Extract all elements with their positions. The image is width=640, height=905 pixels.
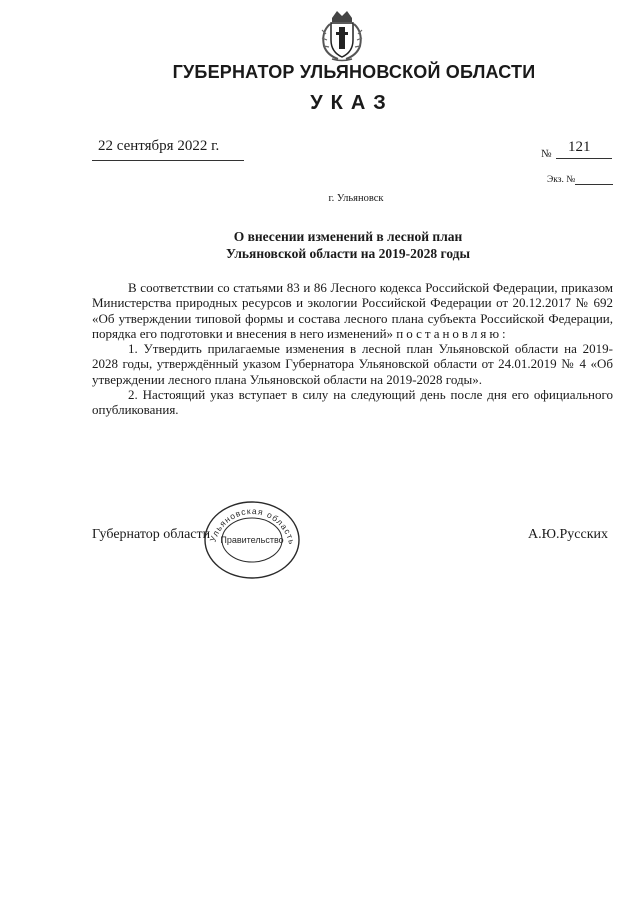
clause-2: 2. Настоящий указ вступает в силу на следующий день после дня его официального опубликования. <box>92 387 613 418</box>
official-stamp-icon <box>200 500 304 580</box>
subject-line: О внесении изменений в лесной план <box>233 229 463 244</box>
signatory-name: А.Ю.Русских <box>528 527 609 542</box>
decree-number: 121 <box>568 139 591 155</box>
copy-number-label: Экз. № <box>547 175 576 185</box>
decree-date: 22 сентября 2022 г. <box>98 138 220 154</box>
preamble-paragraph <box>92 280 613 341</box>
decree-subject <box>0 228 640 262</box>
city: г. Ульяновск <box>328 193 384 204</box>
subject-line: Ульяновской области на 2019-2028 годы <box>225 246 471 261</box>
clause-1: 1. Утвердить прилагаемые изменения в лесной план Ульяновской области на 2019-2028 годы, утверждённый указом Губернатора Ульяновской области от 24.01.2019 № 4 «Об утверждении лесного плана Ульяновской области на 2019-2028 годы». <box>92 341 613 387</box>
decree-verb: постановляю: <box>396 325 509 341</box>
document-type: УКАЗ <box>310 92 394 114</box>
copy-number-underline <box>575 184 613 185</box>
organization-title: ГУБЕРНАТОР УЛЬЯНОВСКОЙ ОБЛАСТИ <box>172 62 536 82</box>
number-underline <box>556 158 612 159</box>
decree-body <box>92 280 613 418</box>
coat-of-arms-icon <box>318 8 366 62</box>
svg-text:Ульяновская область: Ульяновская область <box>207 505 298 546</box>
preamble-text: В соответствии со статьями 83 и 86 Лесного кодекса Российской Федерации, приказом Министерства природных ресурсов и экологии Российской Федерации от 20.12.2017 № 692 «Об утверждении типовой формы и состава лесного плана субъекта Российской Федерации, порядка его подготовки и внесения в него изменений» <box>92 280 613 341</box>
date-underline <box>92 160 244 161</box>
svg-text:Правительство: Правительство <box>220 535 284 545</box>
number-label: № <box>541 148 552 160</box>
signatory-title: Губернатор области <box>92 527 211 542</box>
